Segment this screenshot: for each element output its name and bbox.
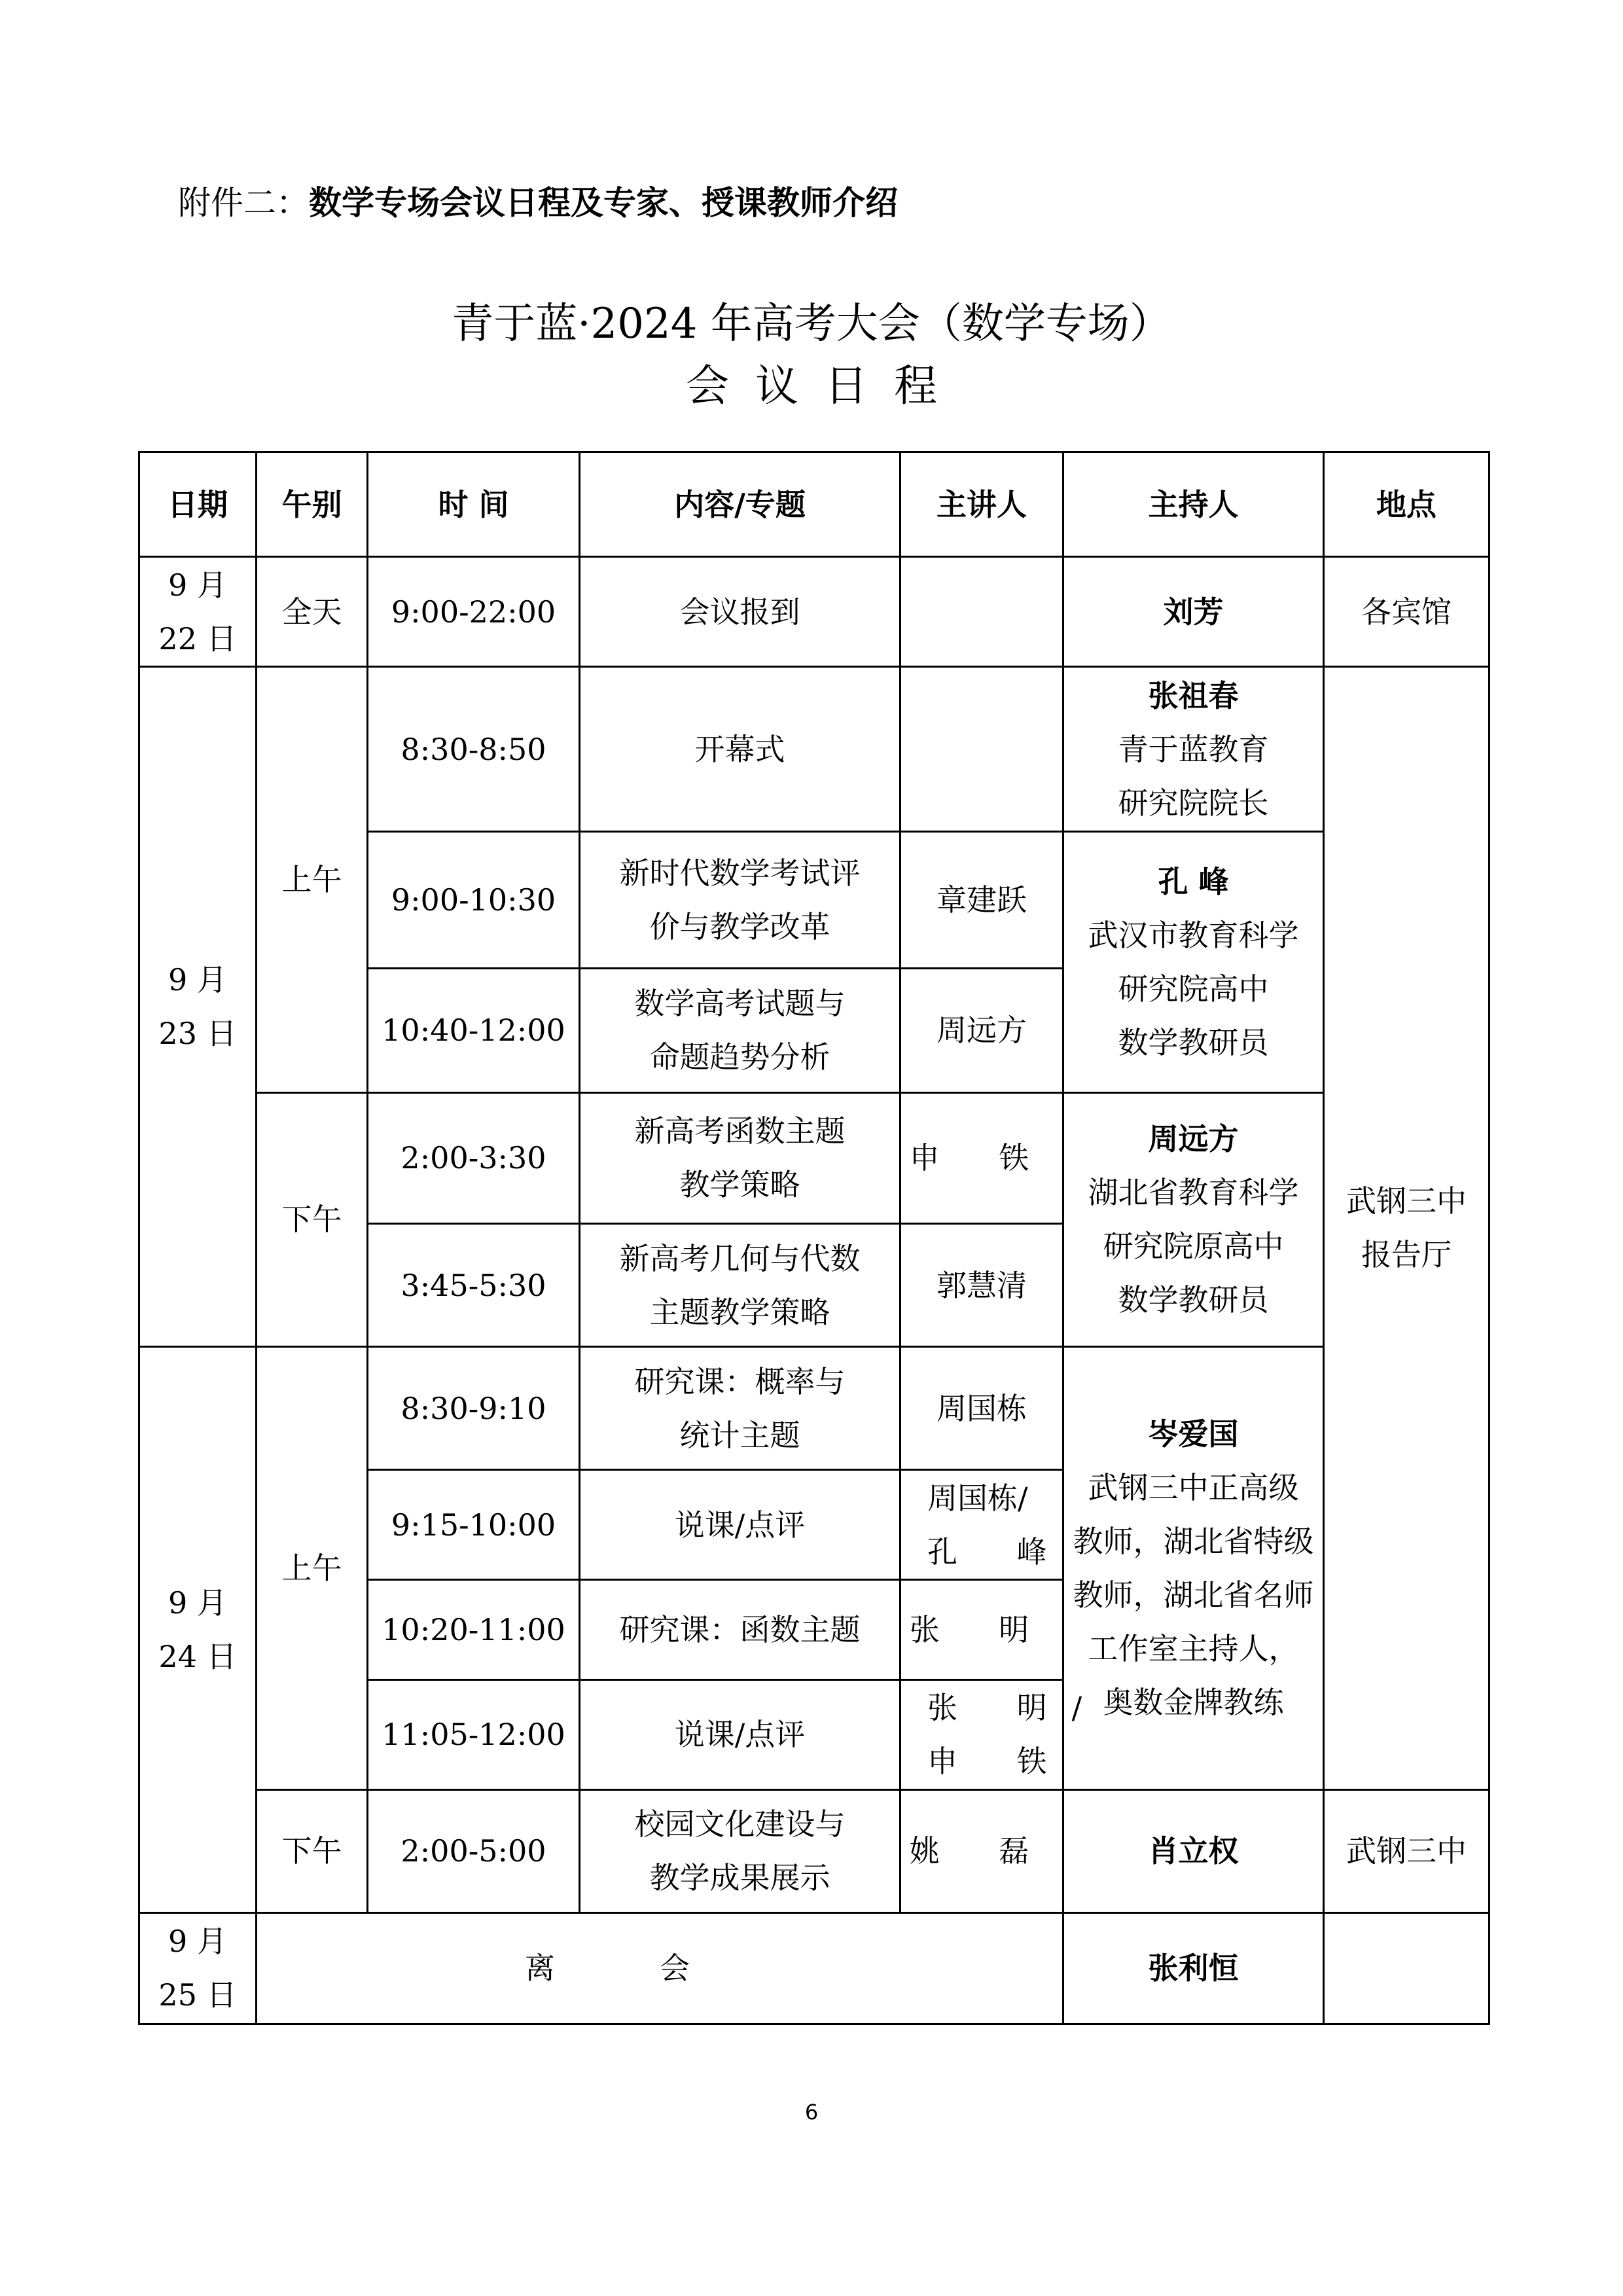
venue-cell: 各宾馆 (1324, 557, 1489, 667)
date-cell: 9 月 23 日 (139, 667, 257, 1347)
time-cell: 10:40-12:00 (368, 968, 580, 1092)
table-row (139, 1789, 1489, 1912)
table-row (139, 1092, 1489, 1223)
content-cell: 新高考函数主题 教学策略 (580, 1092, 901, 1223)
page-number: 6 (804, 2100, 819, 2125)
period-cell: 上午 (257, 1347, 368, 1790)
time-cell: 9:15-10:00 (368, 1470, 580, 1580)
speaker-cell: 周国栋 (901, 1347, 1063, 1470)
content-cell: 研究课：概率与 统计主题 (580, 1347, 901, 1470)
date-cell: 9 月 22 日 (139, 557, 257, 667)
content-cell: 研究课：函数主题 (580, 1580, 901, 1679)
host-cell: 周远方 湖北省教育科学 研究院原高中 数学教研员 (1063, 1092, 1324, 1346)
table-header-row (139, 452, 1489, 557)
speaker-cell: 姚 磊 (901, 1789, 1063, 1912)
speaker-cell: 章建跃 (901, 832, 1063, 968)
content-cell: 说课/点评 (580, 1679, 901, 1789)
time-cell: 9:00-10:30 (368, 832, 580, 968)
speaker-cell: 周国栋/ 孔 峰 (901, 1470, 1063, 1580)
header-venue: 地点 (1324, 452, 1489, 557)
header-content: 内容/专题 (580, 452, 901, 557)
table-row (139, 667, 1489, 832)
content-cell: 新高考几何与代数 主题教学策略 (580, 1223, 901, 1346)
content-cell: 说课/点评 (580, 1470, 901, 1580)
time-cell: 8:30-9:10 (368, 1347, 580, 1470)
speaker-cell: 周远方 (901, 968, 1063, 1092)
venue-cell: 武钢三中 报告厅 (1324, 667, 1489, 1789)
time-cell: 11:05-12:00 (368, 1679, 580, 1789)
host-cell: 张利恒 (1063, 1912, 1324, 2024)
content-cell: 离会 (257, 1912, 1063, 2024)
speaker-cell: 张 明 (901, 1580, 1063, 1679)
host-cell: 张祖春 青于蓝教育 研究院院长 (1063, 667, 1324, 832)
speaker-cell (901, 667, 1063, 832)
period-cell: 上午 (257, 667, 368, 1093)
time-cell: 2:00-3:30 (368, 1092, 580, 1223)
speaker-cell (901, 557, 1063, 667)
speaker-cell: 郭慧清 (901, 1223, 1063, 1346)
host-cell: 孔 峰 武汉市教育科学 研究院高中 数学教研员 (1063, 832, 1324, 1092)
attachment-heading (178, 177, 898, 229)
document-subtitle: 会议日程 (686, 361, 963, 411)
date-cell: 9 月 25 日 (139, 1912, 257, 2024)
period-cell: 下午 (257, 1789, 368, 1912)
venue-cell (1324, 1912, 1489, 2024)
header-host: 主持人 (1063, 452, 1324, 557)
time-cell: 3:45-5:30 (368, 1223, 580, 1346)
time-cell: 8:30-8:50 (368, 667, 580, 832)
attachment-title: 数学专场会议日程及专家、授课教师介绍 (309, 184, 898, 222)
content-cell: 会议报到 (580, 557, 901, 667)
header-speaker: 主讲人 (901, 452, 1063, 557)
header-date: 日期 (139, 452, 257, 557)
period-cell: 下午 (257, 1092, 368, 1346)
time-cell: 9:00-22:00 (368, 557, 580, 667)
period-cell: 全天 (257, 557, 368, 667)
date-cell: 9 月 24 日 (139, 1347, 257, 1913)
content-cell: 开幕式 (580, 667, 901, 832)
schedule-table (138, 451, 1490, 2025)
host-cell: 刘芳 (1063, 557, 1324, 667)
table-row (139, 1912, 1489, 2024)
time-cell: 10:20-11:00 (368, 1580, 580, 1679)
host-cell: 肖立权 (1063, 1789, 1324, 1912)
venue-cell: 武钢三中 (1324, 1789, 1489, 1912)
content-cell: 校园文化建设与 教学成果展示 (580, 1789, 901, 1912)
time-cell: 2:00-5:00 (368, 1789, 580, 1912)
header-period: 午别 (257, 452, 368, 557)
attachment-prefix: 附件二： (178, 184, 309, 222)
table-row (139, 1347, 1489, 1470)
document-title: 青于蓝·2024 年高考大会（数学专场） (452, 300, 1171, 348)
speaker-cell: 张 明/ 申 铁 (901, 1679, 1063, 1789)
content-cell: 数学高考试题与 命题趋势分析 (580, 968, 901, 1092)
content-cell: 新时代数学考试评 价与教学改革 (580, 832, 901, 968)
table-row (139, 557, 1489, 667)
speaker-cell: 申 铁 (901, 1092, 1063, 1223)
host-cell: 岑爱国 武钢三中正高级 教师，湖北省特级 教师，湖北省名师 工作室主持人， 奥数金牌教练 (1063, 1347, 1324, 1790)
header-time: 时 间 (368, 452, 580, 557)
